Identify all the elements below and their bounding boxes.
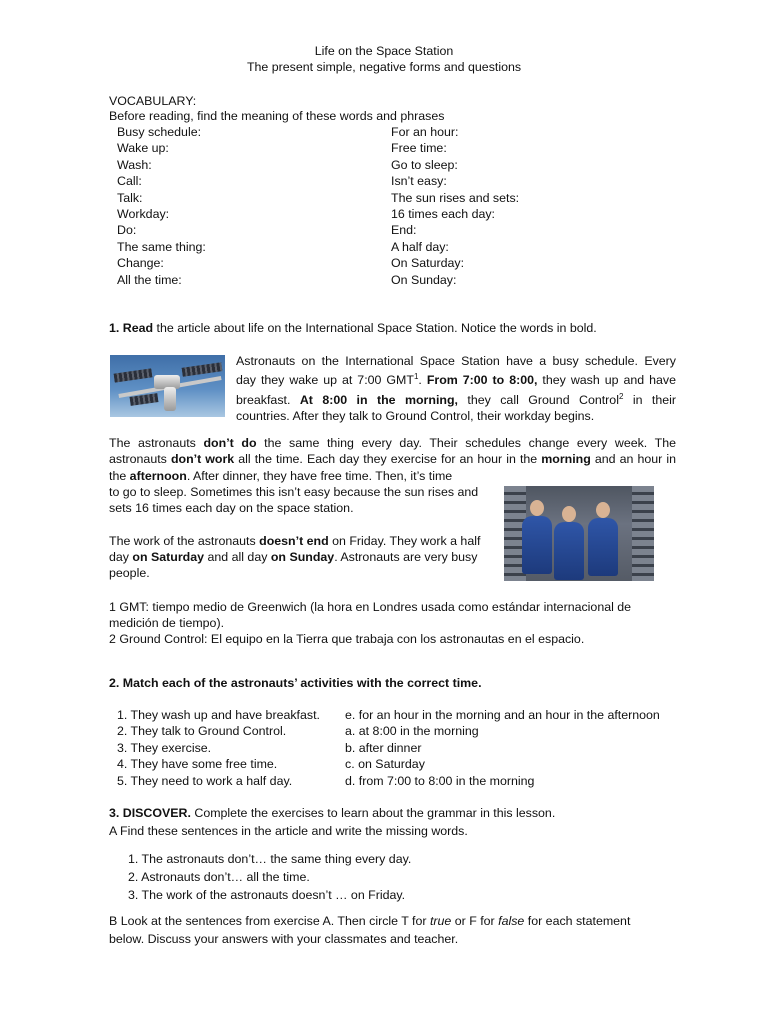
bold-phrase: afternoon	[129, 468, 187, 483]
list-item: 5. They need to work a half day.	[117, 773, 293, 788]
activities-list	[117, 707, 320, 789]
article-text: and all day	[204, 550, 271, 564]
section3-part-a: A Find these sentences in the article and write the missing words.	[109, 824, 468, 838]
list-item: 2. Astronauts don’t… all the time.	[128, 870, 310, 884]
part-b-text: or F for	[451, 914, 499, 928]
article-text: . After dinner, they have free time. Then, it’s time	[186, 468, 453, 483]
article-text: Astronauts on the International Space Station have a busy schedule. Every	[236, 354, 676, 368]
vocab-item: Workday:	[117, 207, 170, 222]
vocab-item: End:	[391, 223, 417, 238]
article-text: in their	[623, 392, 676, 407]
vocab-item: Change:	[117, 256, 164, 271]
article-text: the same thing every day. Their schedules change every week. The astronauts	[109, 436, 676, 467]
vocab-item: Wash:	[117, 157, 152, 172]
bold-phrase: don’t work	[170, 452, 235, 467]
article-text: breakfast.	[236, 392, 300, 407]
page-title: Life on the Space Station	[314, 44, 454, 58]
vocab-item: The same thing:	[117, 239, 206, 254]
space-station-photo	[110, 355, 225, 417]
vocabulary-left-list	[117, 124, 206, 288]
vocab-item: Isn’t easy:	[391, 174, 447, 189]
bold-phrase: morning	[541, 452, 591, 467]
section1-number: 1.	[109, 321, 120, 335]
article-paragraph-3-line3: people.	[109, 566, 150, 580]
section2-heading: 2. Match each of the astronauts’ activities with the correct time.	[109, 676, 482, 690]
astronauts-crew-photo	[504, 486, 654, 581]
part-b-text: for each statement	[524, 914, 631, 928]
article-text: day	[109, 550, 133, 564]
list-item: 2. They talk to Ground Control.	[117, 724, 287, 739]
part-b-text: B Look at the sentences from exercise A. Then circle T for	[109, 914, 430, 928]
list-item: 1. The astronauts don’t… the same thing every day.	[128, 852, 412, 866]
article-paragraph-3-line1	[109, 533, 480, 549]
list-item: c. on Saturday	[345, 757, 425, 772]
article-paragraph-2	[109, 435, 676, 484]
footnote-1: 1 GMT: tiempo medio de Greenwich (la hora en Londres usada como estándar internacional de	[109, 600, 632, 614]
article-text: to go to sleep. Sometimes this isn’t easy because the sun rises and	[109, 485, 479, 499]
vocab-item: Call:	[117, 174, 142, 189]
article-text: .	[418, 373, 427, 388]
article-text: on Friday. They work a half	[328, 534, 481, 548]
vocab-item: On Sunday:	[391, 272, 457, 287]
article-text: they call Ground Control	[457, 392, 619, 407]
bold-phrase: don’t do	[203, 436, 257, 450]
footnote-2: 2 Ground Control: El equipo en la Tierra que trabaja con los astronautas en el espacio.	[109, 632, 585, 646]
article-text: and an hour in the	[109, 452, 677, 483]
list-item: e. for an hour in the morning and an hour in the afternoon	[345, 708, 660, 722]
article-paragraph-3-line2	[109, 549, 477, 565]
list-item: 3. They exercise.	[117, 740, 212, 755]
section1-heading	[109, 320, 597, 336]
vocab-item: Free time:	[391, 141, 447, 156]
page-subtitle: The present simple, negative forms and questions	[246, 60, 522, 74]
vocab-item: Wake up:	[117, 141, 169, 156]
section3-bold: 3. DISCOVER.	[109, 806, 191, 820]
list-item: b. after dinner	[345, 740, 422, 755]
article-text: . Astronauts are very busy	[334, 550, 478, 564]
vocab-item: Busy schedule:	[117, 125, 202, 139]
article-text: day they wake up at 7:00 GMT	[236, 373, 414, 388]
section3-text: Complete the exercises to learn about the grammar in this lesson.	[190, 806, 556, 820]
list-item: 1. They wash up and have breakfast.	[117, 708, 320, 722]
section3-part-b-line2: below. Discuss your answers with your classmates and teacher.	[109, 932, 459, 946]
part-b-false: false	[498, 914, 525, 928]
footnote-1-cont: medición de tiempo).	[109, 616, 225, 630]
bold-phrase: on Sunday	[270, 550, 335, 564]
footnote-marker-2: 2	[618, 391, 624, 401]
bold-phrase: on Saturday	[132, 550, 205, 564]
section3-heading	[109, 805, 555, 821]
section1-text: the article about life on the International Space Station. Notice the words in bold.	[153, 321, 597, 335]
section3-part-b	[109, 913, 630, 929]
list-item: 3. The work of the astronauts doesn’t … on Friday.	[128, 888, 406, 902]
article-text: they wash up and have	[537, 373, 676, 388]
bold-phrase: From 7:00 to 8:00,	[426, 373, 538, 388]
list-item: d. from 7:00 to 8:00 in the morning	[345, 773, 535, 788]
vocab-item: For an hour:	[391, 125, 459, 139]
footnote-marker-1: 1	[413, 372, 419, 382]
article-text: countries. After they talk to Ground Control, their workday begins.	[236, 409, 595, 424]
vocab-item: Do:	[117, 223, 137, 238]
article-text: The astronauts	[109, 436, 204, 450]
vocab-item: All the time:	[117, 272, 182, 287]
vocabulary-right-list	[391, 124, 519, 288]
missing-words-list	[128, 850, 411, 904]
vocab-item: A half day:	[391, 239, 449, 254]
bold-phrase: doesn’t end	[259, 534, 329, 548]
article-paragraph-1	[236, 353, 676, 424]
vocab-item: Talk:	[117, 190, 143, 205]
vocab-item: 16 times each day:	[391, 207, 496, 222]
part-b-true: true	[429, 914, 452, 928]
vocabulary-instruction: Before reading, find the meaning of these words and phrases	[109, 109, 445, 123]
vocab-item: Go to sleep:	[391, 157, 458, 172]
section1-bold: Read	[122, 321, 154, 335]
times-list	[345, 707, 660, 789]
vocab-item: The sun rises and sets:	[391, 190, 520, 205]
vocab-item: On Saturday:	[391, 256, 465, 271]
vocabulary-heading: VOCABULARY:	[109, 94, 197, 108]
bold-phrase: At 8:00 in the morning,	[299, 392, 458, 407]
list-item: 4. They have some free time.	[117, 757, 278, 772]
article-text: sets 16 times each day on the space station.	[109, 501, 354, 515]
article-text: all the time. Each day they exercise for an hour in the	[234, 452, 542, 467]
list-item: a. at 8:00 in the morning	[345, 724, 479, 739]
article-text: The work of the astronauts	[109, 534, 260, 548]
